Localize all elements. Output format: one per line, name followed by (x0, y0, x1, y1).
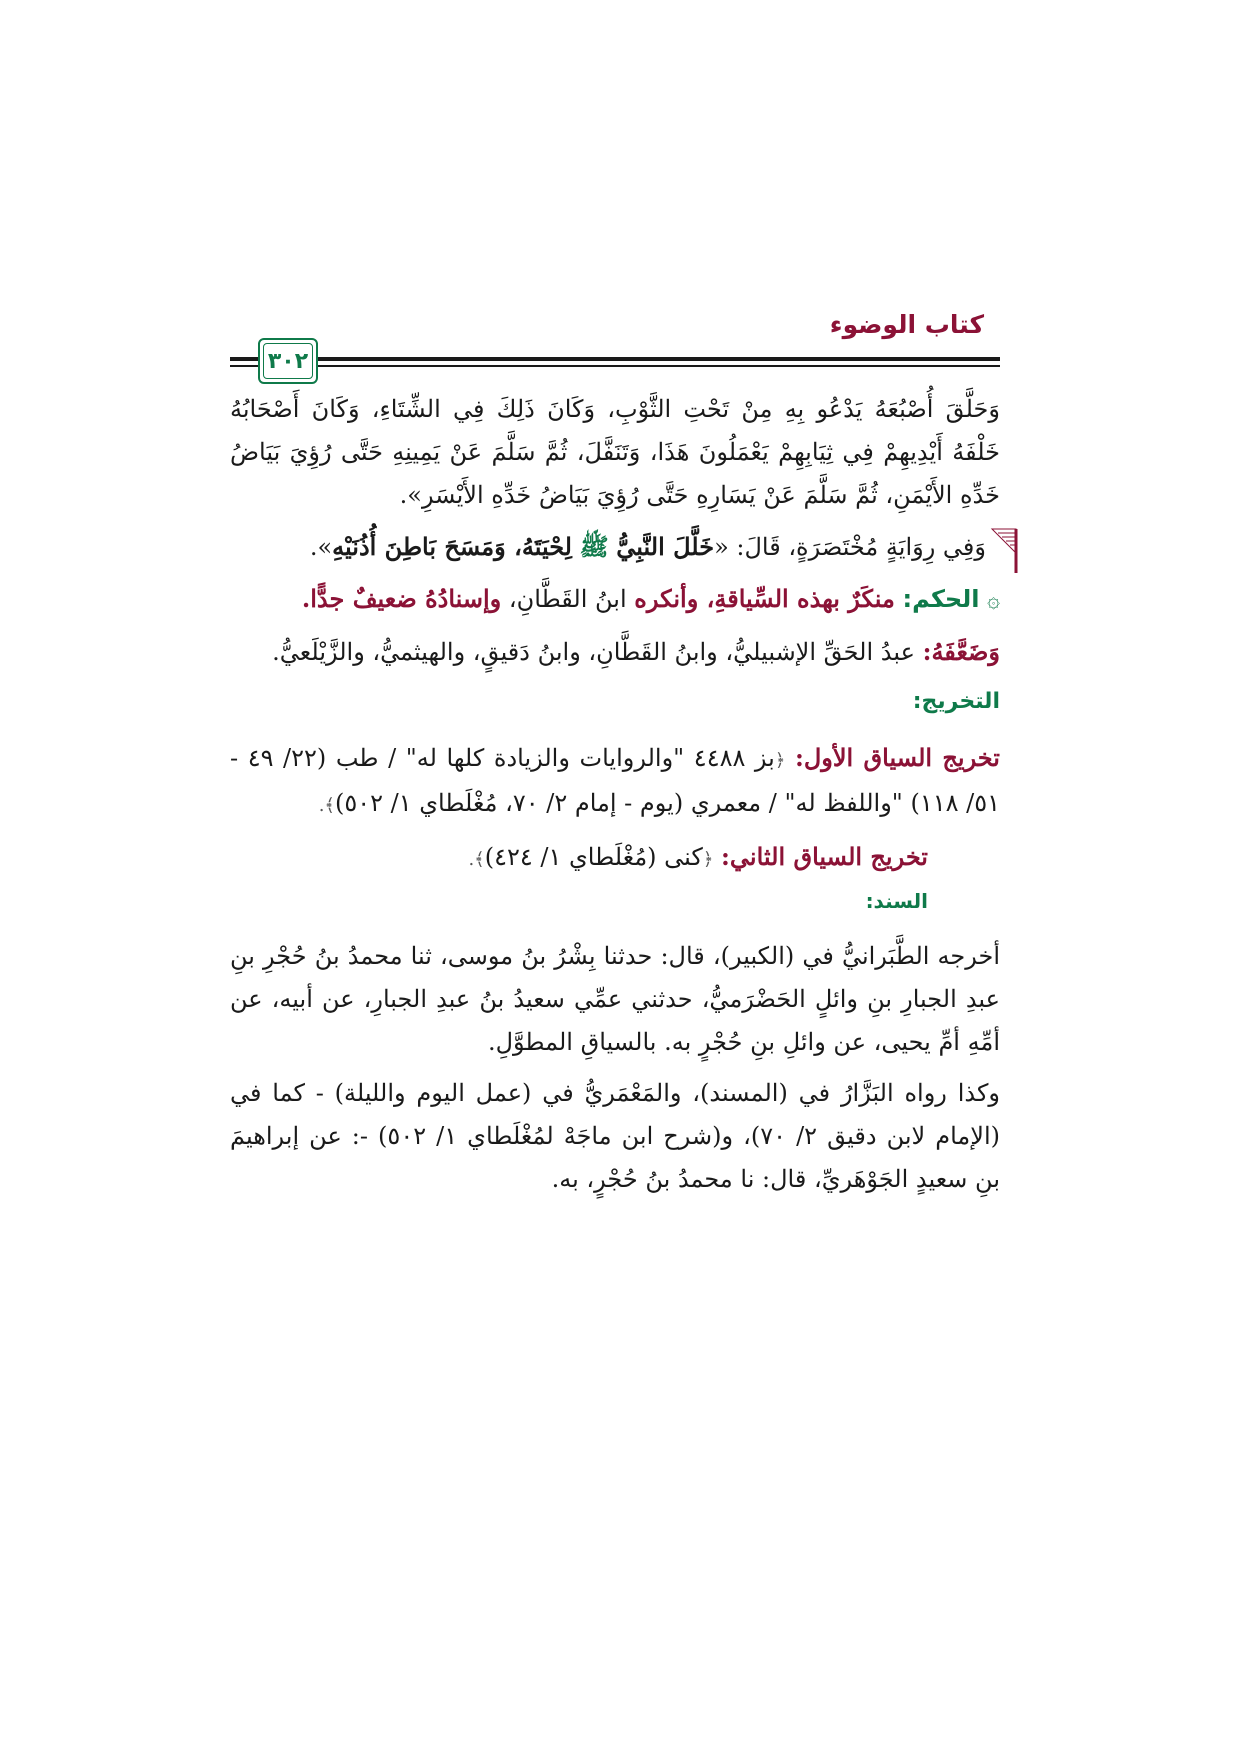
sanad-heading: السند: (865, 889, 928, 913)
bracket-open-icon: ﴿ (774, 750, 786, 771)
page-body (230, 388, 1000, 1201)
ruling-label: الحكم: (902, 585, 980, 613)
salutation-icon: ﷺ (579, 532, 609, 561)
hadith-matn: وَحَلَّقَ أُصْبُعَهُ يَدْعُو بِهِ مِنْ تَحْتِ الثَّوْبِ، وَكَانَ ذَلِكَ فِي الشِّتَاءِ، وَكَانَ أَصْحَابُهُ خَلْفَهُ أَيْدِيهِمْ فِي ثِيَابِهِمْ يَعْمَلُونَ هَذَا، وَتَنَفَّلَ، ثُمَّ سَلَّمَ عَنْ يَمِينِهِ حَتَّى رُؤِيَ بَيَاضُ خَدِّهِ الأَيْمَنِ، ثُمَّ سَلَّمَ عَنْ يَسَارِهِ حَتَّى رُؤِيَ بَيَاضُ خَدِّهِ الأَيْسَرِ». (230, 395, 1000, 509)
sanad-paragraph-1: أخرجه الطَّبَرانيُّ في (الكبير)، قال: حدثنا بِشْرُ بنُ موسى، ثنا محمدُ بنُ حُجْرِ بنِ عبدِ الجبارِ بنِ وائلٍ الحَضْرَميُّ، حدثني عمِّي سعيدُ بنُ عبدِ الجبارِ، عن أبيه، عن أمِّهِ أمِّ يحيى، عن وائلِ بنِ حُجْرٍ به. بالسياقِ المطوَّلِ. (230, 942, 1000, 1056)
bracket-open-icon: ﴿ (702, 849, 714, 870)
ruling-text-3: وإسنادُهُ ضعيفٌ جدًّا. (301, 584, 502, 613)
bracket-close-icon: ﴾. (468, 849, 485, 870)
variant-intro: وَفِي رِوَايَةٍ مُخْتَصَرَةٍ، قَالَ: « (714, 533, 986, 561)
short-variant (230, 525, 1000, 569)
weakened-by (230, 630, 1000, 674)
book-page (230, 300, 1000, 1580)
variant-quote-a: خَلَّلَ النَّبِيُّ (616, 532, 715, 561)
header-rule-thick (230, 357, 1000, 361)
header-rule-thin (230, 365, 1000, 367)
takhrij-second-text: كنى (مُغْلَطاي ١/ ٤٢٤) (484, 843, 703, 871)
ruling-text-2: ابنُ القَطَّانِ، (501, 585, 635, 613)
page-header (230, 300, 1000, 374)
book-title: كتاب الوضوء (829, 310, 984, 339)
takhrij-first-text: بز ٤٤٨٨ "والروايات والزيادة كلها له" / طب (٢٢/ ٤٩ - ٥١/ ١١٨) "واللفظ له" / معمري (يوم - إمام ٢/ ٧٠، مُغْلَطاي ١/ ٥٠٢) (230, 744, 1000, 817)
rosette-icon: ۞ (987, 588, 1000, 613)
sanad-paragraph-2: وكذا رواه البَزَّارُ في (المسند)، والمَعْمَريُّ في (عمل اليوم والليلة) - كما في (الإمام لابن دقيق ٢/ ٧٠)، و(شرح ابن ماجَهْ لمُغْلَطاي ١/ ٥٠٢) -: عن إبراهيمَ بنِ سعيدٍ الجَوْهَريِّ، قال: نا محمدُ بنُ حُجْرٍ، به. (230, 1079, 1001, 1193)
takhrij-heading: التخريج: (912, 689, 1000, 714)
takhrij-second-label: تخريج السياق الثاني: (721, 842, 928, 871)
weakened-label: وَضَعَّفَهُ: (922, 637, 1000, 666)
page-number-badge: ٣٠٢ (258, 338, 318, 384)
takhrij-first (230, 736, 1000, 827)
ruling-line (230, 577, 1000, 622)
ruling-text-1: منكَرٌ بهذه السِّياقةِ، وأنكره (634, 584, 895, 613)
variant-outro: ». (309, 533, 333, 561)
takhrij-first-label: تخريج السياق الأول: (794, 743, 1000, 772)
takhrij-second (230, 835, 1000, 881)
bracket-close-icon: ﴾. (318, 795, 335, 816)
corner-ornament-icon (990, 527, 1018, 575)
variant-text (230, 525, 986, 569)
weakened-text: عبدُ الحَقِّ الإشبيليُّ، وابنُ القَطَّانِ، وابنُ دَقيقٍ، والهيثميُّ، والزَّيْلَعيُّ. (272, 638, 923, 666)
variant-quote-b: لِحْيَتَهُ، وَمَسَحَ بَاطِنَ أُذُنَيْهِ (332, 532, 572, 561)
